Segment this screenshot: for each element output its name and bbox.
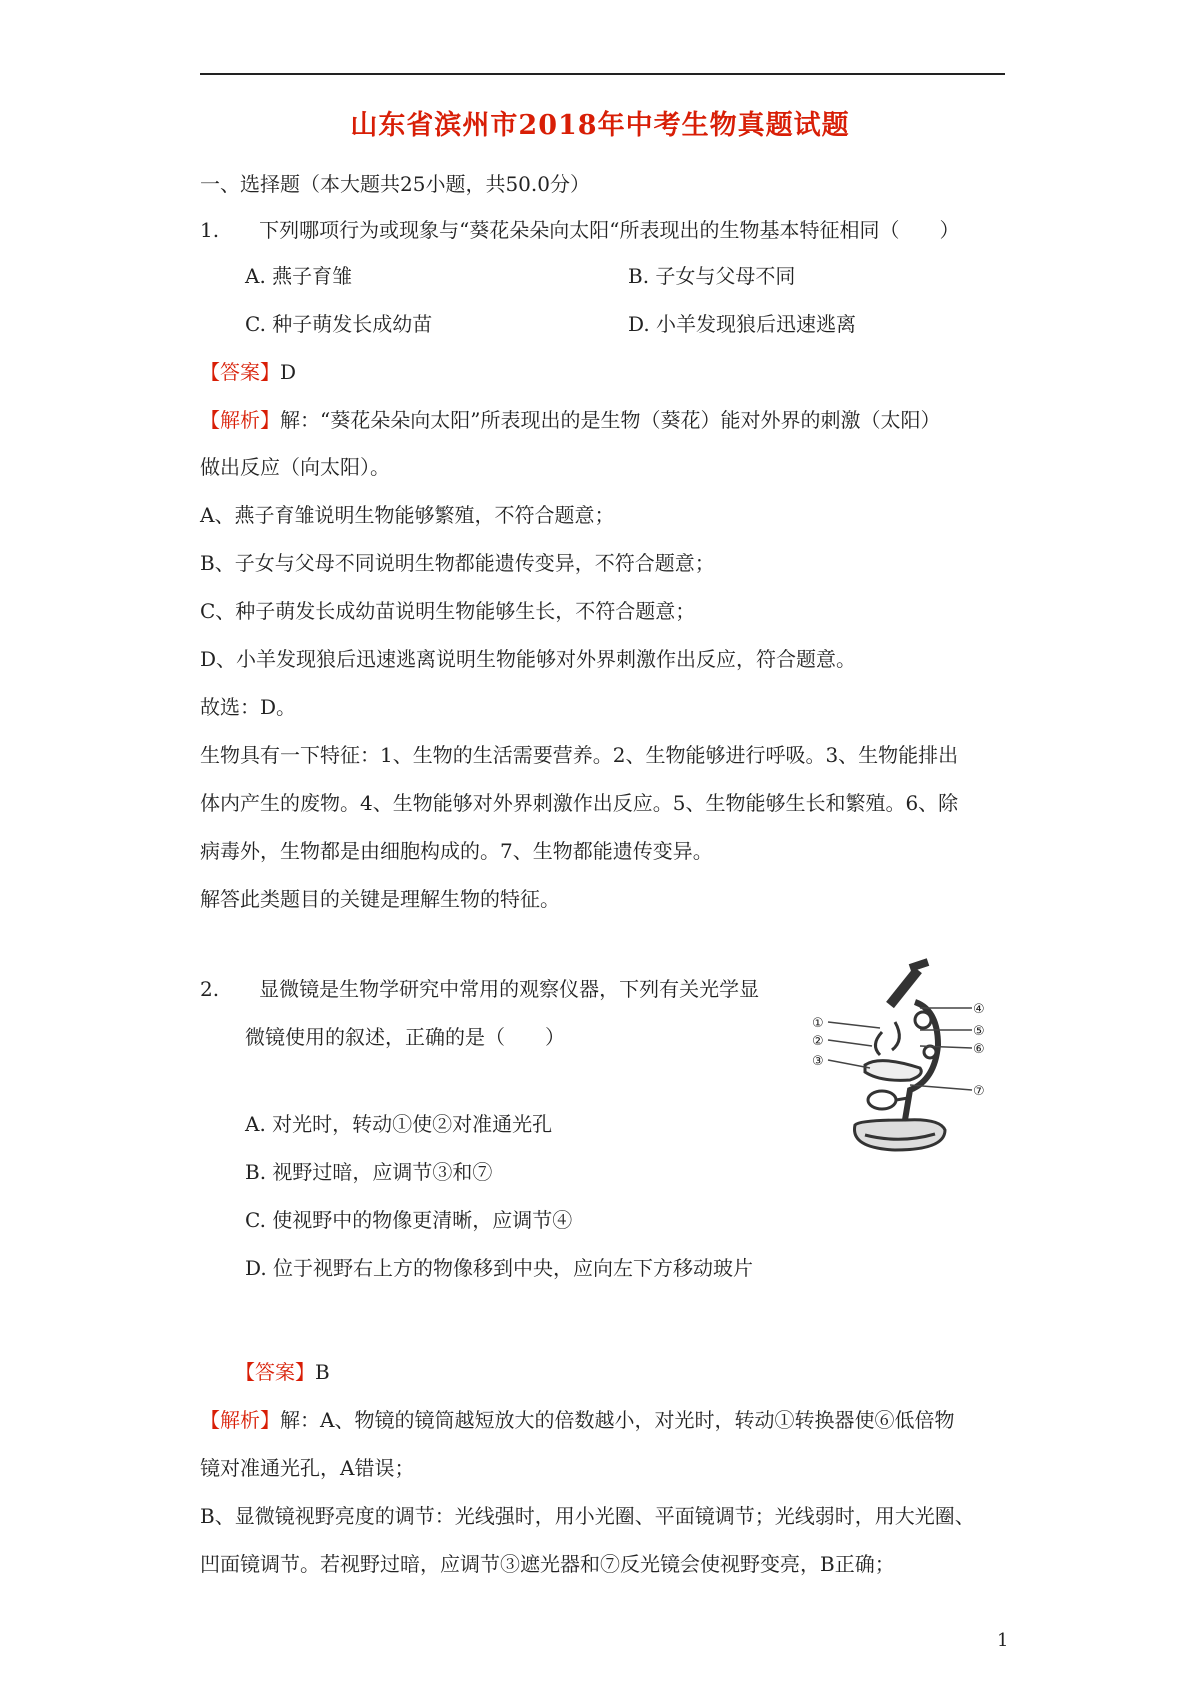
label-7: ⑦ [973,1084,985,1099]
q2-answer [235,1356,330,1385]
q1-analysis-line: 生物具有一下特征：1、生物的生活需要营养。2、生物能够进行呼吸。3、生物能排出 [200,743,959,767]
label-5: ⑤ [973,1024,985,1039]
q1-analysis-line: C、种子萌发长成幼苗说明生物能够生长，不符合题意； [200,599,696,623]
q2-option-a: A. 对光时，转动①使②对准通光孔 [245,1112,553,1136]
header-rule [200,73,1005,75]
q2-analysis-text: 解：A、物镜的镜筒越短放大的倍数越小，对光时，转动①转换器使⑥低倍物 [280,1408,955,1432]
q2-option-d: D. 位于视野右上方的物像移到中央，应向左下方移动玻片 [245,1256,754,1280]
q2-analysis-line: B、显微镜视野亮度的调节：光线强时，用小光圈、平面镜调节；光线弱时，用大光圈、 [200,1504,975,1528]
q2-answer-value: B [315,1360,330,1384]
q1-analysis-text: 解：“葵花朵朵向太阳”所表现出的是生物（葵花）能对外界的刺激（太阳） [280,408,941,432]
q1-analysis-line: 解答此类题目的关键是理解生物的特征。 [200,887,560,911]
q1-answer-tag: 【答案】 [200,360,280,384]
q2-analysis-line: 凹面镜调节。若视野过暗，应调节③遮光器和⑦反光镜会使视野变亮，B正确； [200,1552,895,1576]
q1-analysis-line: 体内产生的废物。4、生物能够对外界刺激作出反应。5、生物能够生长和繁殖。6、除 [200,791,959,815]
label-1: ① [812,1016,824,1031]
q1-option-a: A. 燕子育雏 [245,264,353,288]
q1-stem: 1. 下列哪项行为或现象与“葵花朵朵向太阳“所表现出的生物基本特征相同（ ） [200,218,960,242]
microscope-diagram [810,950,990,1155]
q1-option-b: B. 子女与父母不同 [628,264,796,288]
q2-stem-line2: 微镜使用的叙述，正确的是（ ） [245,1025,565,1049]
q1-analysis-line: B、子女与父母不同说明生物都能遗传变异，不符合题意； [200,551,715,575]
label-3: ③ [812,1054,824,1069]
q1-analysis-line: 病毒外，生物都是由细胞构成的。7、生物都能遗传变异。 [200,839,713,863]
q1-answer [200,356,296,385]
q1-analysis-tag: 【解析】 [200,408,280,432]
page-number: 1 [997,1630,1009,1651]
q2-analysis-tag: 【解析】 [200,1408,280,1432]
q2-option-b: B. 视野过暗，应调节③和⑦ [245,1160,493,1184]
q1-analysis-line: 做出反应（向太阳）。 [200,455,390,479]
label-6: ⑥ [973,1042,985,1057]
q2-answer-tag: 【答案】 [235,1360,315,1384]
label-4: ④ [973,1002,985,1017]
q1-analysis-line [200,404,940,433]
q1-analysis-line: D、小羊发现狼后迅速逃离说明生物能够对外界刺激作出反应，符合题意。 [200,647,857,671]
q2-analysis-line: 镜对准通光孔，A错误； [200,1456,415,1480]
label-2: ② [812,1034,824,1049]
q2-stem-line1: 2. 显微镜是生物学研究中常用的观察仪器，下列有关光学显 [200,977,760,1001]
q1-analysis-line: 故选：D。 [200,695,297,719]
section-heading: 一、选择题（本大题共25小题，共50.0分） [200,172,590,196]
q1-answer-value: D [280,360,297,384]
q2-option-c: C. 使视野中的物像更清晰，应调节④ [245,1208,573,1232]
q1-option-c: C. 种子萌发长成幼苗 [245,312,433,336]
page-title: 山东省滨州市2018年中考生物真题试题 [350,110,850,141]
q2-analysis-line [200,1404,954,1433]
q1-option-d: D. 小羊发现狼后迅速逃离 [628,312,857,336]
q1-analysis-line: A、燕子育雏说明生物能够繁殖，不符合题意； [200,503,615,527]
